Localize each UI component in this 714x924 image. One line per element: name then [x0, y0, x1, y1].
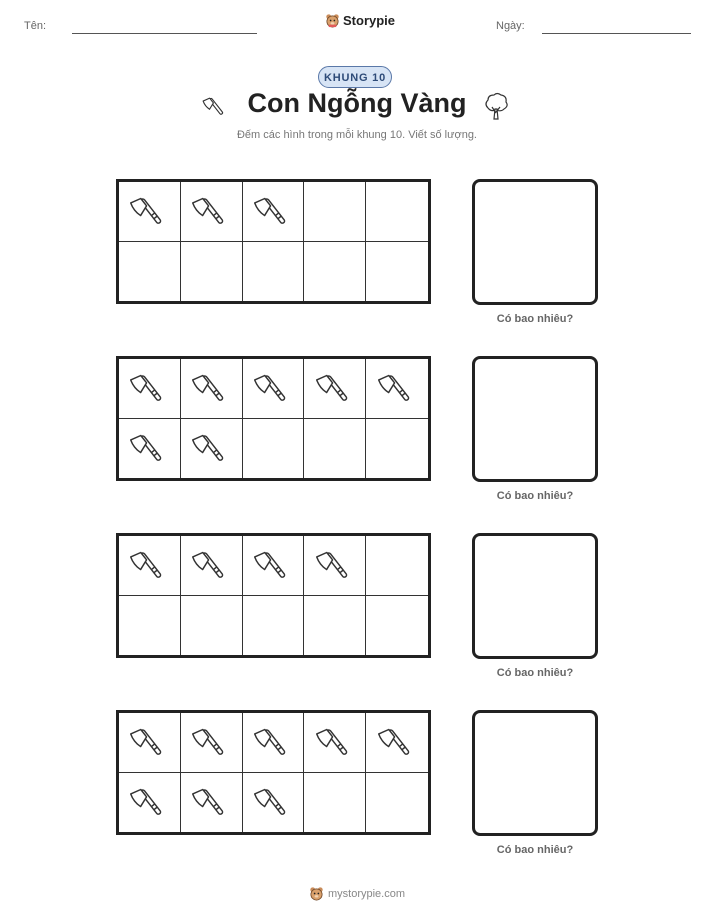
- axe-icon: [129, 366, 169, 411]
- ten-frame-cell: [304, 359, 366, 419]
- ten-frame-cell: [181, 419, 243, 479]
- axe-icon: [315, 366, 355, 411]
- answer-box[interactable]: [472, 533, 598, 659]
- ten-frame-cell: [304, 419, 366, 479]
- answer-box[interactable]: [472, 710, 598, 836]
- ten-frame-cell: [119, 713, 181, 773]
- axe-icon: [191, 366, 231, 411]
- name-line[interactable]: [72, 33, 257, 34]
- axe-icon: [253, 189, 293, 234]
- axe-icon: [315, 720, 355, 765]
- ten-frame-cell: [304, 536, 366, 596]
- ten-frame-cell: [181, 713, 243, 773]
- ten-frame-cell: [243, 359, 305, 419]
- axe-icon: [129, 720, 169, 765]
- ten-frame-cell: [304, 182, 366, 242]
- ten-frame-cell: [366, 359, 428, 419]
- ten-frame-cell: [119, 419, 181, 479]
- axe-icon: [129, 426, 169, 471]
- ten-frame-cell: [243, 182, 305, 242]
- ten-frame-cell: [366, 773, 428, 833]
- answer-box[interactable]: [472, 179, 598, 305]
- ten-frame-cell: [243, 536, 305, 596]
- worksheet-type-badge: KHUNG 10: [318, 66, 392, 88]
- axe-icon: [253, 780, 293, 825]
- instructions: Đếm các hình trong mỗi khung 10. Viết số lượng.: [236, 129, 477, 141]
- answer-box[interactable]: [472, 356, 598, 482]
- axe-icon: [191, 189, 231, 234]
- ten-frame-cell: [366, 596, 428, 656]
- ten-frame-cell: [181, 596, 243, 656]
- ten-frame-cell: [304, 242, 366, 302]
- axe-icon: [202, 92, 228, 118]
- date-label: Ngày:: [496, 20, 525, 32]
- axe-icon: [377, 366, 417, 411]
- tree-icon: [481, 91, 511, 121]
- axe-icon: [129, 189, 169, 234]
- ten-frame-cell: [181, 536, 243, 596]
- brand-name: Storypie: [343, 13, 396, 28]
- axe-icon: [253, 543, 293, 588]
- axe-icon: [377, 720, 417, 765]
- ten-frame: [116, 710, 431, 835]
- ten-frame-cell: [366, 242, 428, 302]
- footer-site: mystorypie.com: [327, 887, 406, 900]
- ten-frame-cell: [366, 182, 428, 242]
- footer: [0, 886, 714, 901]
- ten-frame-cell: [181, 359, 243, 419]
- ten-frame-cell: [366, 713, 428, 773]
- axe-icon: [253, 720, 293, 765]
- axe-icon: [129, 780, 169, 825]
- ten-frame-cell: [119, 596, 181, 656]
- page-title: Con Ngỗng Vàng: [247, 88, 467, 118]
- axe-icon: [191, 780, 231, 825]
- brand-logo: [325, 13, 395, 28]
- ten-frame-cell: [119, 536, 181, 596]
- axe-icon: [315, 543, 355, 588]
- ten-frame-cell: [366, 536, 428, 596]
- answer-question: Có bao nhiêu?: [496, 490, 574, 502]
- axe-icon: [129, 543, 169, 588]
- ten-frame: [116, 356, 431, 481]
- date-line[interactable]: [542, 33, 691, 34]
- bear-logo-icon: [309, 886, 324, 901]
- ten-frame: [116, 179, 431, 304]
- answer-question: Có bao nhiêu?: [496, 844, 574, 856]
- ten-frame-cell: [243, 242, 305, 302]
- name-label: Tên:: [24, 20, 47, 32]
- ten-frame-cell: [304, 596, 366, 656]
- ten-frame-cell: [181, 242, 243, 302]
- ten-frame-cell: [304, 773, 366, 833]
- axe-icon: [253, 366, 293, 411]
- ten-frame-cell: [243, 713, 305, 773]
- ten-frame-cell: [243, 419, 305, 479]
- ten-frame-cell: [243, 773, 305, 833]
- axe-icon: [191, 543, 231, 588]
- ten-frame-cell: [304, 713, 366, 773]
- ten-frame-cell: [119, 359, 181, 419]
- answer-question: Có bao nhiêu?: [496, 667, 574, 679]
- bear-logo-icon: [325, 13, 340, 28]
- ten-frame-cell: [181, 182, 243, 242]
- ten-frame-cell: [119, 182, 181, 242]
- ten-frame: [116, 533, 431, 658]
- axe-icon: [191, 720, 231, 765]
- axe-icon: [191, 426, 231, 471]
- ten-frame-cell: [366, 419, 428, 479]
- ten-frame-cell: [119, 773, 181, 833]
- ten-frame-cell: [181, 773, 243, 833]
- ten-frame-cell: [243, 596, 305, 656]
- ten-frame-cell: [119, 242, 181, 302]
- answer-question: Có bao nhiêu?: [496, 313, 574, 325]
